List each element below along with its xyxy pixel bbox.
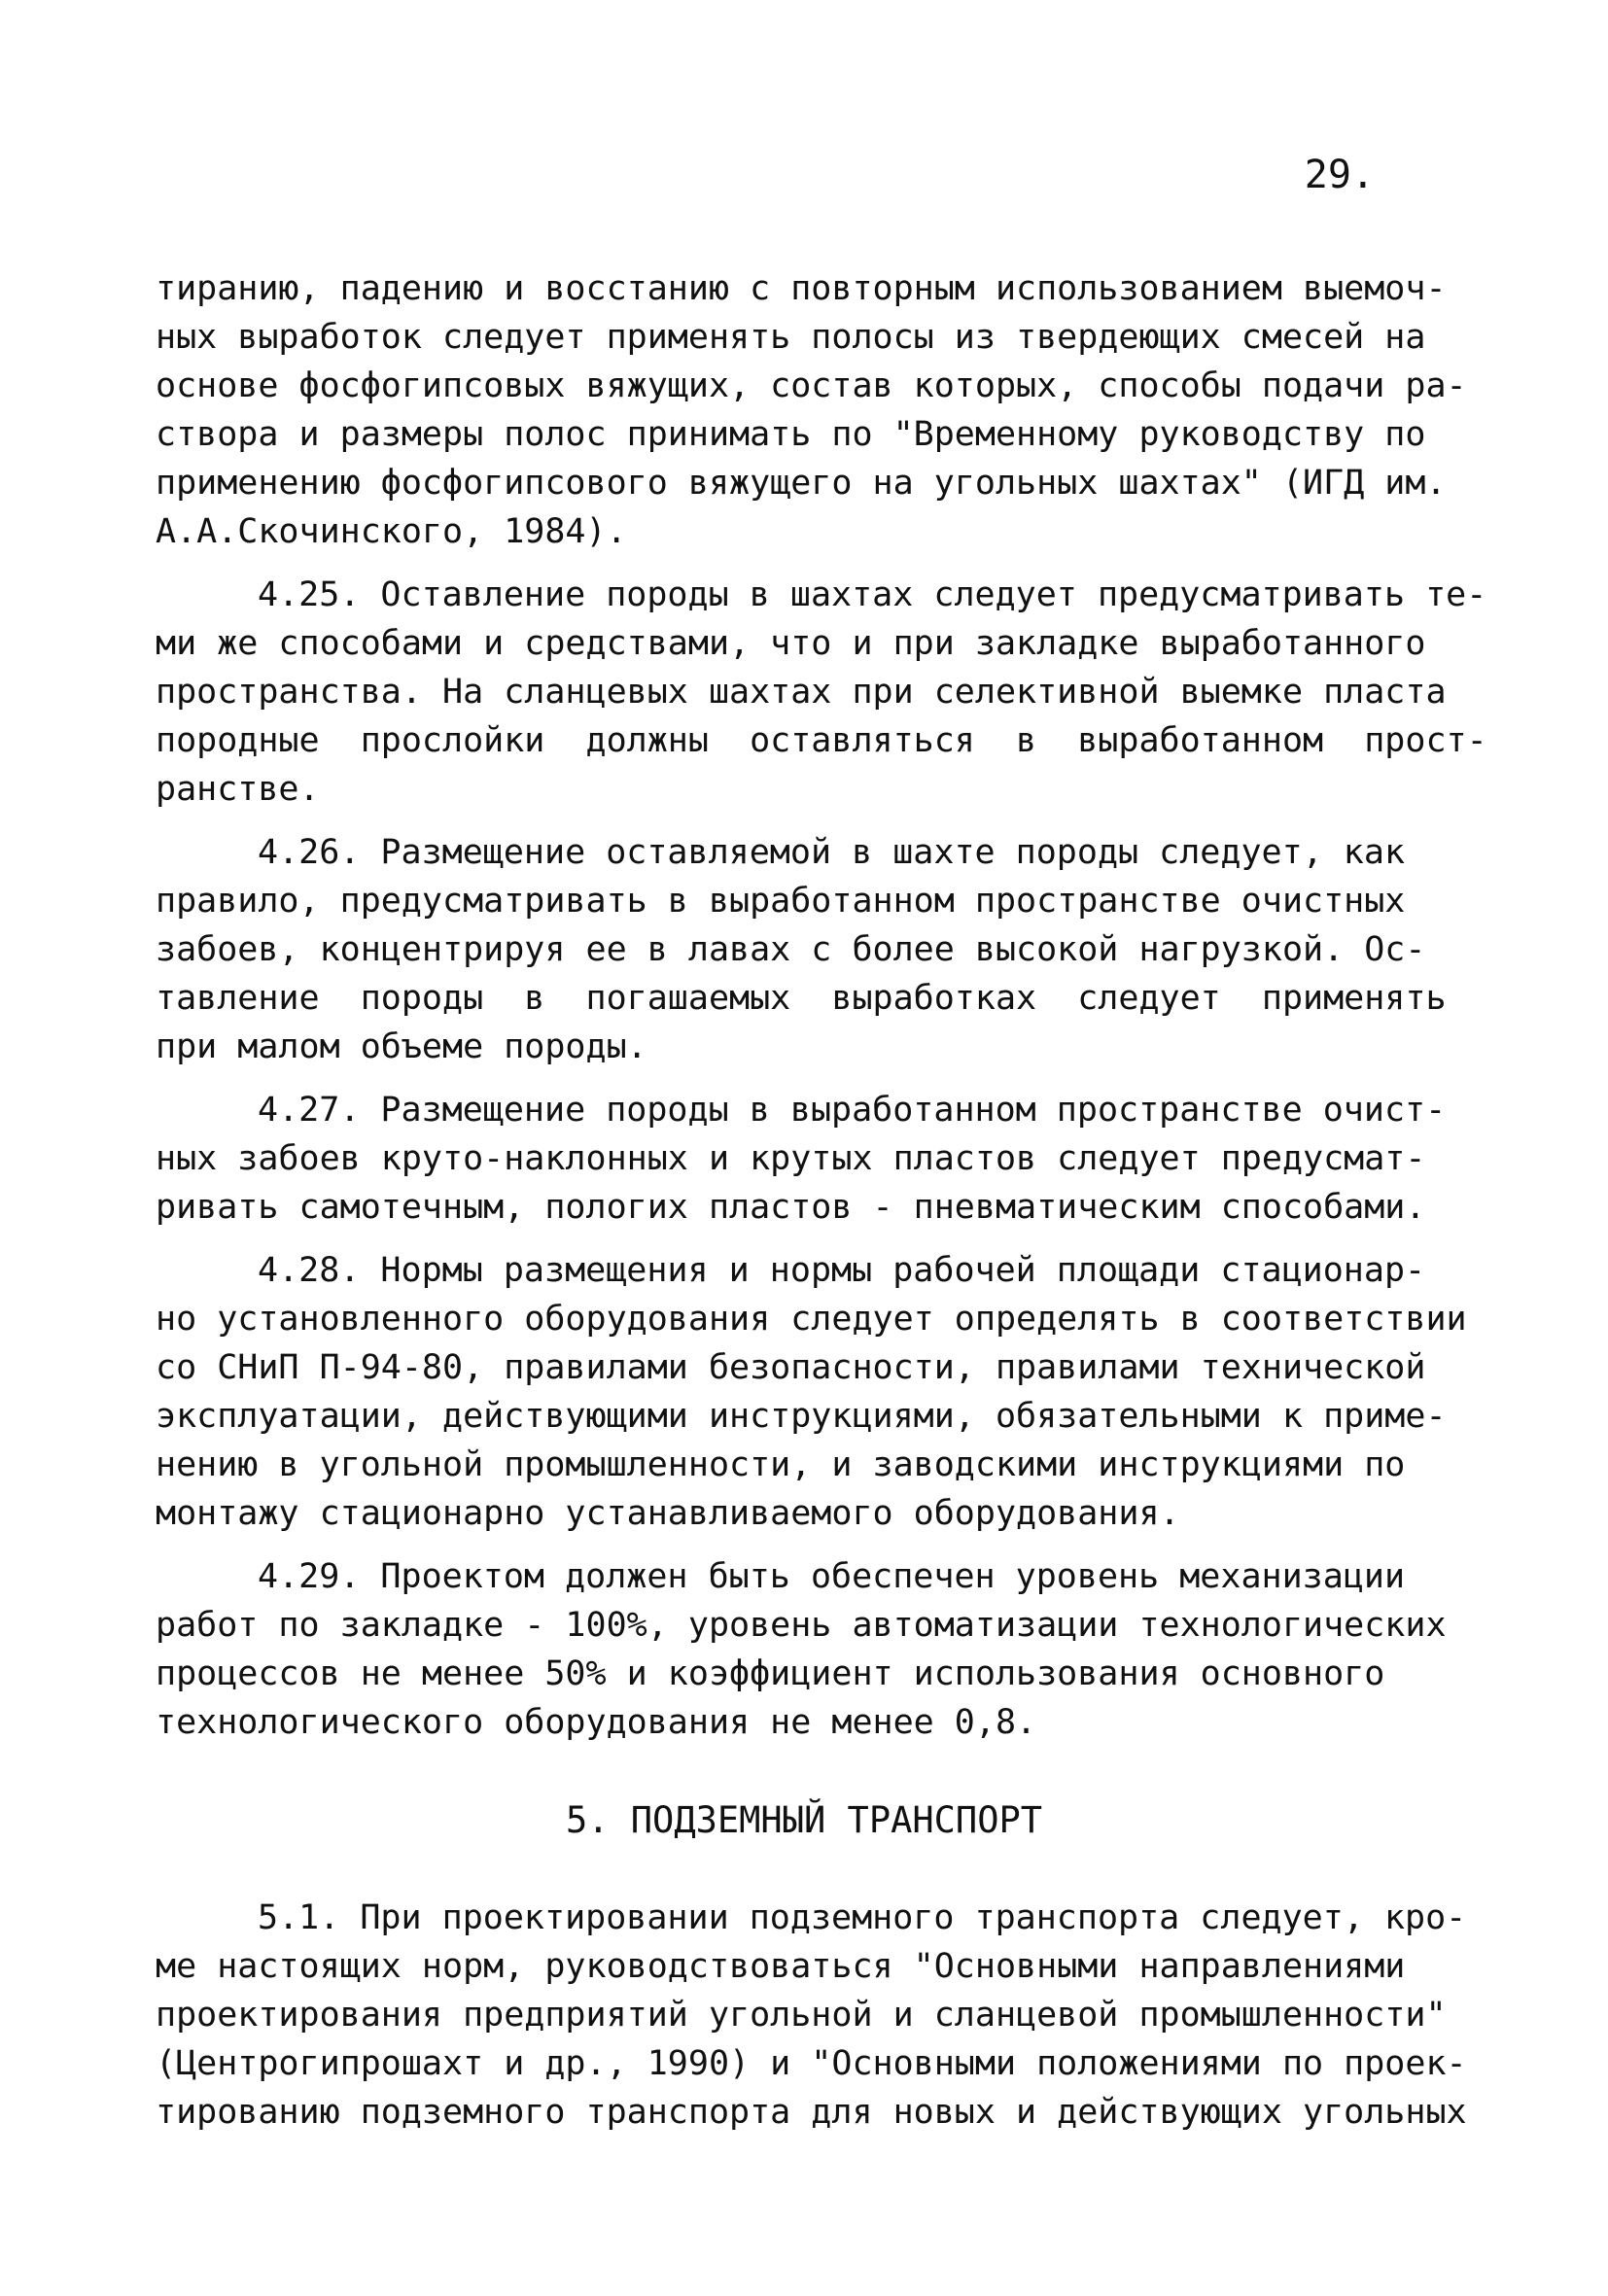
text-line: но установленного оборудования следует определять в соответствии [156,1300,1467,1339]
text-line: пространства. На сланцевых шахтах при селективной выемке пласта [156,673,1447,712]
text-line: А.А.Скочинского, 1984). [156,512,627,551]
text-line: (Центрогипрошахт и др., 1990) и "Основными положениями по проек- [156,2044,1467,2083]
text-line: монтажу стационарно устанавливаемого оборудования. [156,1494,1180,1533]
text-line: технологического оборудования не менее 0,8. [156,1703,1037,1742]
text-line: ных выработок следует применять полосы из твердеющих смесей на [156,318,1426,357]
paragraph-4-29-first-line: 4.29. Проектом должен быть обеспечен уровень механизации [258,1557,1406,1596]
text-line: ривать самотечным, пологих пластов - пневматическим способами. [156,1188,1426,1227]
text-line: ранстве. [156,770,320,809]
text-line: ми же способами и средствами, что и при закладке выработанного [156,624,1426,663]
text-line: забоев, концентрируя ее в лавах с более высокой нагрузкой. Ос- [156,930,1426,969]
text-line: работ по закладке - 100%, уровень автоматизации технологических [156,1606,1447,1645]
text-line: тавление породы в погашаемых выработках следует применять [156,979,1447,1018]
text-line: тиранию, падению и восстанию с повторным использованием выемоч- [156,269,1447,308]
page-number: 29. [1304,153,1375,197]
text-line: правило, предусматривать в выработанном пространстве очистных [156,882,1406,921]
text-line: со СНиП П-94-80, правилами безопасности, правилами технической [156,1348,1426,1387]
paragraph-4-27-first-line: 4.27. Размещение породы в выработанном пространстве очист- [258,1091,1447,1130]
text-line: ме настоящих норм, руководствоваться "Основными направлениями [156,1947,1406,1986]
text-line: створа и размеры полос принимать по "Временному руководству по [156,415,1426,454]
text-line: породные прослойки должны оставляться в выработанном прост- [156,721,1487,760]
text-line: проектирования предприятий угольной и сланцевой промышленности" [156,1996,1447,2035]
text-line: процессов не менее 50% и коэффициент использования основного [156,1654,1385,1693]
text-line: эксплуатации, действующими инструкциями, обязательными к приме- [156,1397,1447,1436]
text-line: ных забоев круто-наклонных и крутых пластов следует предусмат- [156,1139,1426,1178]
paragraph-4-28-first-line: 4.28. Нормы размещения и нормы рабочей площади стационар- [258,1251,1426,1290]
paragraph-4-26-first-line: 4.26. Размещение оставляемой в шахте породы следует, как [258,833,1406,872]
section-heading: 5. ПОДЗЕМНЫЙ ТРАНСПОРТ [565,1799,1043,1841]
text-line: при малом объеме породы. [156,1027,647,1066]
text-line: нению в угольной промышленности, и заводскими инструкциями по [156,1445,1406,1484]
text-line: тированию подземного транспорта для новых и действующих угольных [156,2093,1467,2132]
text-line: применению фосфогипсового вяжущего на угольных шахтах" (ИГД им. [156,464,1447,503]
paragraph-4-25-first-line: 4.25. Оставление породы в шахтах следует предусматривать те- [258,575,1487,614]
text-line: основе фосфогипсовых вяжущих, состав которых, способы подачи ра- [156,366,1467,405]
paragraph-5-1-first-line: 5.1. При проектировании подземного транспорта следует, кро- [258,1898,1467,1937]
